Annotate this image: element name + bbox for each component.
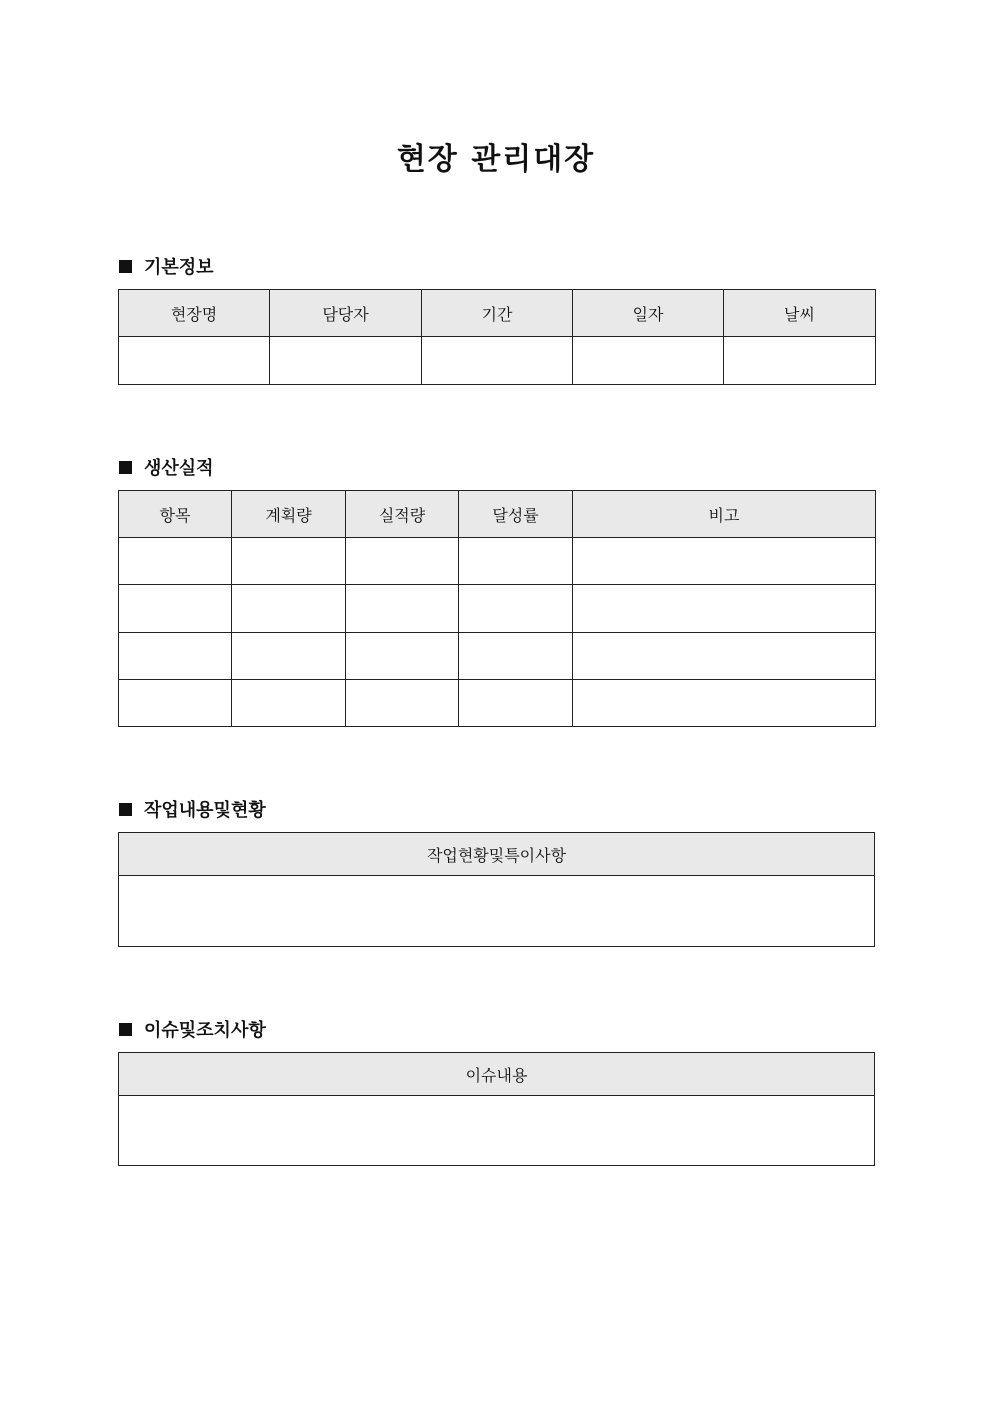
column-header: 비고 [573,491,876,538]
square-bullet-icon [119,260,132,273]
table-row [119,337,876,385]
table-row [119,585,876,633]
table-cell[interactable] [270,337,422,385]
section-heading-label: 작업내용및현황 [144,800,266,821]
column-header: 이슈내용 [119,1053,875,1096]
column-header: 날씨 [724,290,876,337]
table-header-row [119,491,876,538]
table-cell[interactable] [573,633,876,680]
table-cell[interactable] [119,633,232,680]
table-row [119,633,876,680]
section-heading-issues [119,1016,266,1042]
table-cell[interactable] [119,585,232,633]
table-header-row [119,833,875,876]
section-heading-label: 이슈및조치사항 [144,1020,266,1041]
section-heading-work [119,796,266,822]
page-title: 현장 관리대장 [396,142,596,177]
section-heading-label: 기본정보 [144,257,214,278]
table-row [119,538,876,585]
table-cell[interactable] [119,1096,875,1166]
section-heading-basic [119,253,214,279]
table-header-row [119,1053,875,1096]
table-cell[interactable] [459,538,573,585]
issues-table [118,1052,875,1166]
table-cell[interactable] [346,585,459,633]
column-header: 달성률 [459,491,573,538]
table-cell[interactable] [422,337,573,385]
section-heading-label: 생산실적 [144,458,214,479]
column-header: 작업현황및특이사항 [119,833,875,876]
table-cell[interactable] [724,337,876,385]
table-cell[interactable] [459,633,573,680]
table-cell[interactable] [459,585,573,633]
column-header: 담당자 [270,290,422,337]
table-cell[interactable] [459,680,573,727]
section-heading-production [119,454,214,480]
table-row [119,876,875,947]
column-header: 실적량 [346,491,459,538]
table-cell[interactable] [346,680,459,727]
column-header: 항목 [119,491,232,538]
column-header: 계획량 [232,491,346,538]
table-cell[interactable] [346,633,459,680]
work-status-table [118,832,875,947]
table-cell[interactable] [232,680,346,727]
table-cell[interactable] [232,538,346,585]
table-cell[interactable] [573,585,876,633]
table-cell[interactable] [119,538,232,585]
square-bullet-icon [119,1023,132,1036]
square-bullet-icon [119,461,132,474]
table-row [119,1096,875,1166]
table-cell[interactable] [119,876,875,947]
table-cell[interactable] [573,538,876,585]
square-bullet-icon [119,803,132,816]
table-cell[interactable] [232,633,346,680]
table-header-row [119,290,876,337]
table-cell[interactable] [573,337,724,385]
table-row [119,680,876,727]
production-table [118,490,876,727]
basic-info-table [118,289,876,385]
table-cell[interactable] [232,585,346,633]
table-cell[interactable] [573,680,876,727]
column-header: 기간 [422,290,573,337]
table-cell[interactable] [346,538,459,585]
column-header: 일자 [573,290,724,337]
table-cell[interactable] [119,337,270,385]
column-header: 현장명 [119,290,270,337]
table-cell[interactable] [119,680,232,727]
